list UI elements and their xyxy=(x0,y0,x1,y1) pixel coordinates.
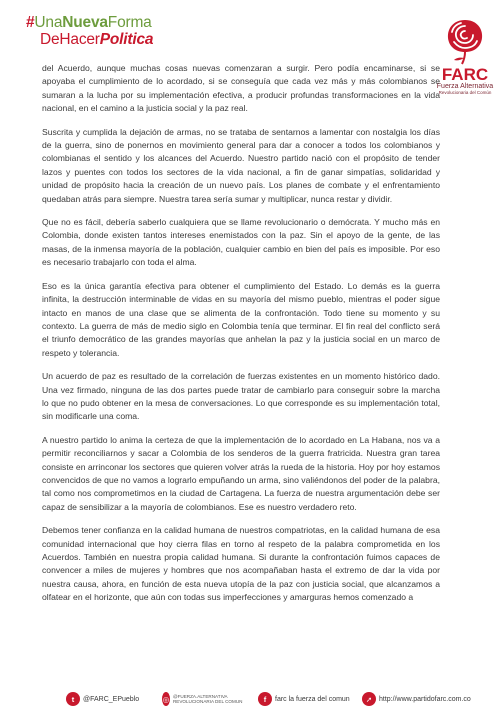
paragraph-1: del Acuerdo, aunque muchas cosas nuevas comenzaran a surgir. Pero podía encaminarse, si se apoyaba el cumplimiento de lo acordado, si se conseguía que cada vez más y más colombianos se sumaran a la lucha por su implementación efectiva, a producir profundas transformaciones en la vida nacional, en el camino a la justicia social y la paz real. xyxy=(42,63,440,114)
document-body xyxy=(42,62,440,615)
slogan-word-dehacer: DeHacer xyxy=(40,31,100,48)
page-footer xyxy=(0,684,502,714)
hashtag-symbol: # xyxy=(26,14,35,31)
footer-website[interactable] xyxy=(362,692,471,706)
logo-subtitle: Fuerza Alternativa xyxy=(436,83,494,90)
slogan xyxy=(26,14,153,48)
paragraph-7: Debemos tener confianza en la calidad humana de nuestros compatriotas, en la calidad humana de esa comunidad internacional que hoy cierra filas en torno al respeto de la palabra comprometida en los Acuerdos. También en nuestra propia calidad humana. Si durante la confrontación fuimos capaces de convencer a miles de mujeres y hombres que nos acompañaban hasta el extremo de dar la vida por nuestra causa, ahora, en función de esta nueva utopía de la paz con justicia social, que alcanzamos a olfatear en el horizonte, que aún con todas sus imperfecciones y amarguras hemos comenzado a xyxy=(42,525,440,603)
farc-logo xyxy=(432,14,498,104)
paragraph-3: Que no es fácil, debería saberlo cualquiera que se llame revolucionario o demócrata. Y mucho más en Colombia, donde existen tantos intereses enemistados con la paz. Sin el apoyo de la gente, de las masas, de la inmensa mayoría de la población, cualquier cambio en bien del país es imposible. Por eso es necesario trabajarlo con toda el alma. xyxy=(42,217,440,268)
paragraph-5: Un acuerdo de paz es resultado de la correlación de fuerzas existentes en un momento histórico dado. Una vez firmado, ninguna de las dos partes puede tratar de cambiarlo para conseguir sobre la marcha lo que no pudo obtener en la mesa de conversaciones. Lo que corresponde es su implementación total, sin modificarle una coma. xyxy=(42,371,440,422)
twitter-icon: t xyxy=(66,692,80,706)
paragraph-2: Suscrita y cumplida la dejación de armas, no se trataba de sentarnos a lamentar con nostalgia los días de la guerra, sino de ponernos en movimiento general para dar a conocer a todos los colombianos y colombianas el sentido y los alcances del Acuerdo. Nuestro partido nació con el propósito de tender lazos y puentes con todos los sectores de la vida nacional, a fin de ganar simpatías, solidaridad y unidad de propósito hacia la creación de un nuevo país. Los planes de combate y el enfrentamiento quedaban atrás para siempre. Nuestra tarea sería sumar y multiplicar, nunca restar y dividir. xyxy=(42,126,440,204)
website-url: http://www.partidofarc.com.co xyxy=(379,695,471,703)
paragraph-4: Eso es la única garantía efectiva para obtener el cumplimiento del Estado. Lo demás es la guerra infinita, la destrucción interminable de vidas en su mayoría del mismo pueblo, mientras el poder sigue intacto en manos de una clase que se alimenta de la confrontación. Todo tiene su momento y su contexto. La guerra de más de medio siglo en Colombia tenía que terminar. El fin real del conflicto será el triunfo democrático de las grandes mayorías que anhelan la paz y la justicia social en un marco de respeto y tolerancia. xyxy=(42,280,440,358)
footer-facebook[interactable] xyxy=(258,692,350,706)
logo-name: FARC xyxy=(441,65,489,84)
slogan-word-forma: Forma xyxy=(107,14,152,31)
twitter-handle: @FARC_EPueblo xyxy=(83,695,140,703)
paragraph-6: A nuestro partido lo anima la certeza de que la implementación de lo acordado en La Habana, nos va a permitir reconciliarnos y sacar a Colombia de los senderos de la guerra fratricida. Nuestra gran tarea consiste en arrinconar los sectores que quieren volver atrás la rueda de la historia. Hoy por hoy estamos convencidos de que no vamos a lograrlo empuñando un arma, sino valiéndonos del poder de la palabra, tal como nos comprometimos en la ciudad de Cartagena. La fuerza de nuestra argumentación debe ser capaz de sensibilizar a la mayoría de colombianos. Ese es nuestro verdadero reto. xyxy=(42,434,440,512)
slogan-word-nueva: Nueva xyxy=(62,14,108,31)
cursor-icon: ➚ xyxy=(362,692,376,706)
footer-twitter[interactable] xyxy=(66,692,139,706)
instagram-handle: @FUERZA.ALTERNATIVA REVOLUCIONARIA DEL COMUN xyxy=(172,694,243,704)
facebook-icon: f xyxy=(258,692,272,706)
facebook-handle: farc la fuerza del comun xyxy=(275,695,350,703)
footer-instagram[interactable] xyxy=(162,692,244,706)
rose-icon xyxy=(440,14,490,66)
slogan-word-politica: Politica xyxy=(99,31,154,48)
slogan-line-2 xyxy=(26,31,153,48)
slogan-line-1 xyxy=(26,14,153,31)
instagram-icon: ◎ xyxy=(162,692,170,706)
logo-subtitle-2: Revolucionaria del Común xyxy=(438,90,492,95)
slogan-word-una: Una xyxy=(34,14,63,31)
